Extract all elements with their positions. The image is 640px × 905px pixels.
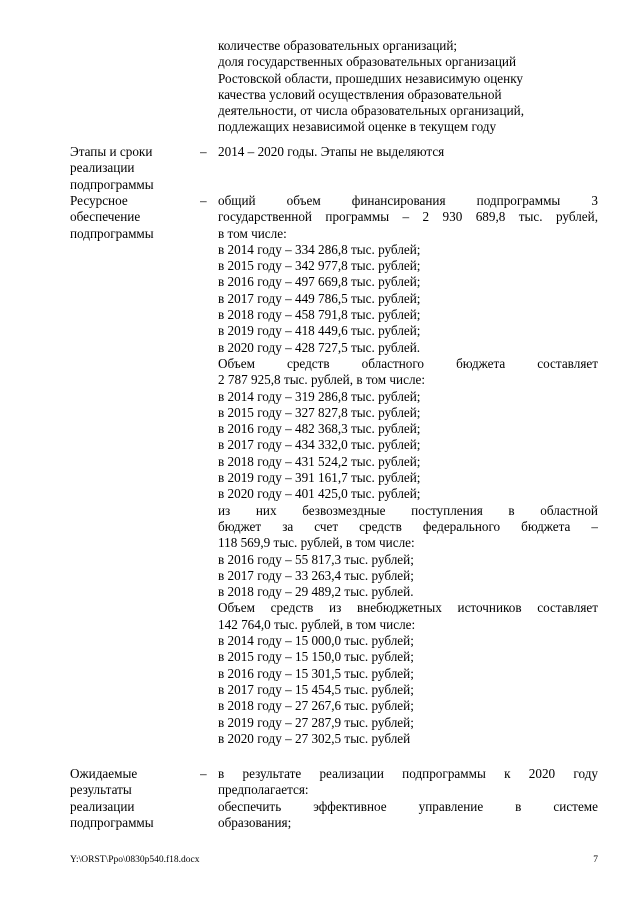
stages-dash: – — [200, 144, 207, 159]
intro-line: Ростовской области, прошедших независимую оценку — [218, 70, 524, 86]
content-line: в 2016 году – 15 301,5 тыс. рублей; — [218, 665, 414, 681]
content-line: 118 569,9 тыс. рублей, в том числе: — [218, 535, 415, 551]
content-line: 142 764,0 тыс. рублей, в том числе: — [218, 616, 416, 632]
content-line: в 2019 году – 27 287,9 тыс. рублей; — [218, 714, 414, 730]
content-line: в 2018 году – 431 524,2 тыс. рублей; — [218, 453, 421, 469]
content-line: обеспечить эффективное управление в системе — [218, 798, 598, 814]
resources-dash: – — [200, 193, 207, 208]
content-line: в 2018 году – 458 791,8 тыс. рублей; — [218, 307, 421, 323]
content-line: 2 787 925,8 тыс. рублей, в том числе: — [218, 372, 426, 388]
content-line: в 2017 году – 33 263,4 тыс. рублей; — [218, 567, 414, 583]
page-number: 7 — [593, 855, 598, 865]
content-line: в 2014 году – 15 000,0 тыс. рублей; — [218, 633, 414, 649]
content-line: Объем средств из внебюджетных источников составляет — [218, 600, 598, 616]
content-line: Объем средств областного бюджета составляет — [218, 355, 598, 371]
content-line: государственной программы – 2 930 689,8 тыс. рублей, — [218, 209, 598, 225]
resources-label: Ресурсное обеспечение подпрограммы — [70, 193, 154, 241]
intro-line: качества условий осуществления образовательной — [218, 86, 502, 102]
content-line: в 2015 году – 15 150,0 тыс. рублей; — [218, 649, 414, 665]
content-line: в 2019 году – 391 161,7 тыс. рублей; — [218, 470, 421, 486]
content-line: в 2016 году – 482 368,3 тыс. рублей; — [218, 421, 421, 437]
stages-label: Этапы и сроки реализации подпрограммы — [70, 144, 154, 192]
content-line: в 2015 году – 327 827,8 тыс. рублей; — [218, 404, 421, 420]
content-line: в 2015 году – 342 977,8 тыс. рублей; — [218, 258, 421, 274]
content-line: общий объем финансирования подпрограммы 3 — [218, 193, 598, 208]
content-line: в 2020 году – 27 302,5 тыс. рублей — [218, 730, 411, 746]
intro-continuation — [218, 38, 598, 136]
content-line: в 2017 году – 434 332,0 тыс. рублей; — [218, 437, 421, 453]
intro-line: деятельности, от числа образовательных организаций, — [218, 103, 524, 119]
results-content — [218, 766, 598, 831]
intro-line: количестве образовательных организаций; — [218, 38, 458, 53]
content-line: в 2018 году – 27 267,6 тыс. рублей; — [218, 698, 414, 714]
content-line: в том числе: — [218, 225, 287, 241]
results-label: Ожидаемые результаты реализации подпрограммы — [70, 766, 154, 830]
stages-content: 2014 – 2020 годы. Этапы не выделяются — [218, 144, 445, 159]
file-path: Y:\ORST\Ppo\0830p540.f18.docx — [70, 855, 200, 865]
intro-line: подлежащих независимой оценке в текущем году — [218, 119, 497, 135]
content-line: в 2016 году – 55 817,3 тыс. рублей; — [218, 551, 414, 567]
content-line: в результате реализации подпрограммы к 2020 году — [218, 766, 598, 781]
results-dash: – — [200, 766, 207, 781]
content-line: в 2017 году – 449 786,5 тыс. рублей; — [218, 290, 421, 306]
intro-line: доля государственных образовательных организаций — [218, 54, 517, 70]
content-line: образования; — [218, 814, 292, 830]
content-line: в 2014 году – 319 286,8 тыс. рублей; — [218, 388, 421, 404]
resources-content — [218, 193, 598, 747]
content-line: из них безвозмездные поступления в областной — [218, 502, 598, 518]
content-line: в 2018 году – 29 489,2 тыс. рублей. — [218, 584, 414, 600]
content-line: бюджет за счет средств федерального бюджета – — [218, 518, 598, 534]
content-line: в 2020 году – 428 727,5 тыс. рублей. — [218, 339, 421, 355]
content-line: в 2017 году – 15 454,5 тыс. рублей; — [218, 681, 414, 697]
content-line: предполагается: — [218, 782, 309, 798]
content-line: в 2020 году – 401 425,0 тыс. рублей; — [218, 486, 421, 502]
content-line: в 2019 году – 418 449,6 тыс. рублей; — [218, 323, 421, 339]
content-line: в 2016 году – 497 669,8 тыс. рублей; — [218, 274, 421, 290]
content-line: в 2014 году – 334 286,8 тыс. рублей; — [218, 241, 421, 257]
